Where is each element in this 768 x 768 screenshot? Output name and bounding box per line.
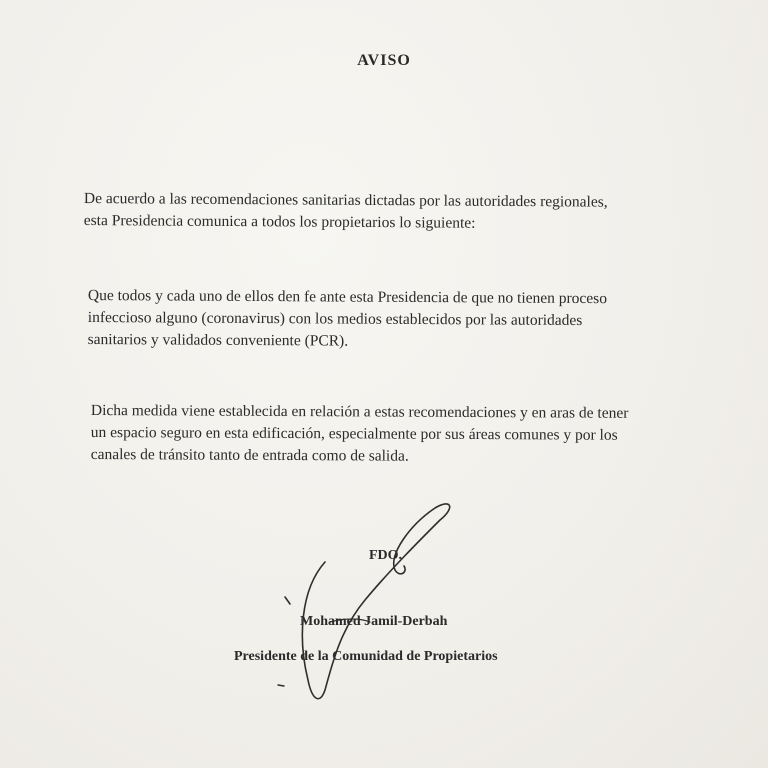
paragraph-line: Que todos y cada uno de ellos den fe ante esta Presidencia de que no tienen proceso bbox=[87, 286, 608, 308]
handwritten-signature bbox=[270, 500, 470, 710]
paragraph-line: un espacio seguro en esta edificación, especialmente por sus áreas comunes y por los bbox=[90, 423, 618, 444]
paragraph-line: sanitarios y validados conveniente (PCR). bbox=[87, 330, 349, 350]
signatory-role: Presidente de la Comunidad de Propietarios bbox=[234, 649, 498, 664]
paragraph-line: infeccioso alguno (coronavirus) con los medios establecidos por las autoridades bbox=[87, 308, 583, 330]
paragraph-line: canales de tránsito tanto de entrada como de salida. bbox=[90, 445, 409, 465]
signature-fdo: FDO. bbox=[369, 548, 403, 563]
paragraph-line: De acuerdo a las recomendaciones sanitarias dictadas por las autoridades regionales, bbox=[83, 189, 608, 211]
signatory-name: Mohamed Jamil-Derbah bbox=[300, 614, 448, 629]
document-title: AVISO bbox=[357, 52, 411, 69]
paragraph-line: Dicha medida viene establecida en relación a estas recomendaciones y en aras de tener bbox=[90, 401, 629, 422]
paragraph-line: esta Presidencia comunica a todos los propietarios lo siguiente: bbox=[83, 211, 476, 232]
